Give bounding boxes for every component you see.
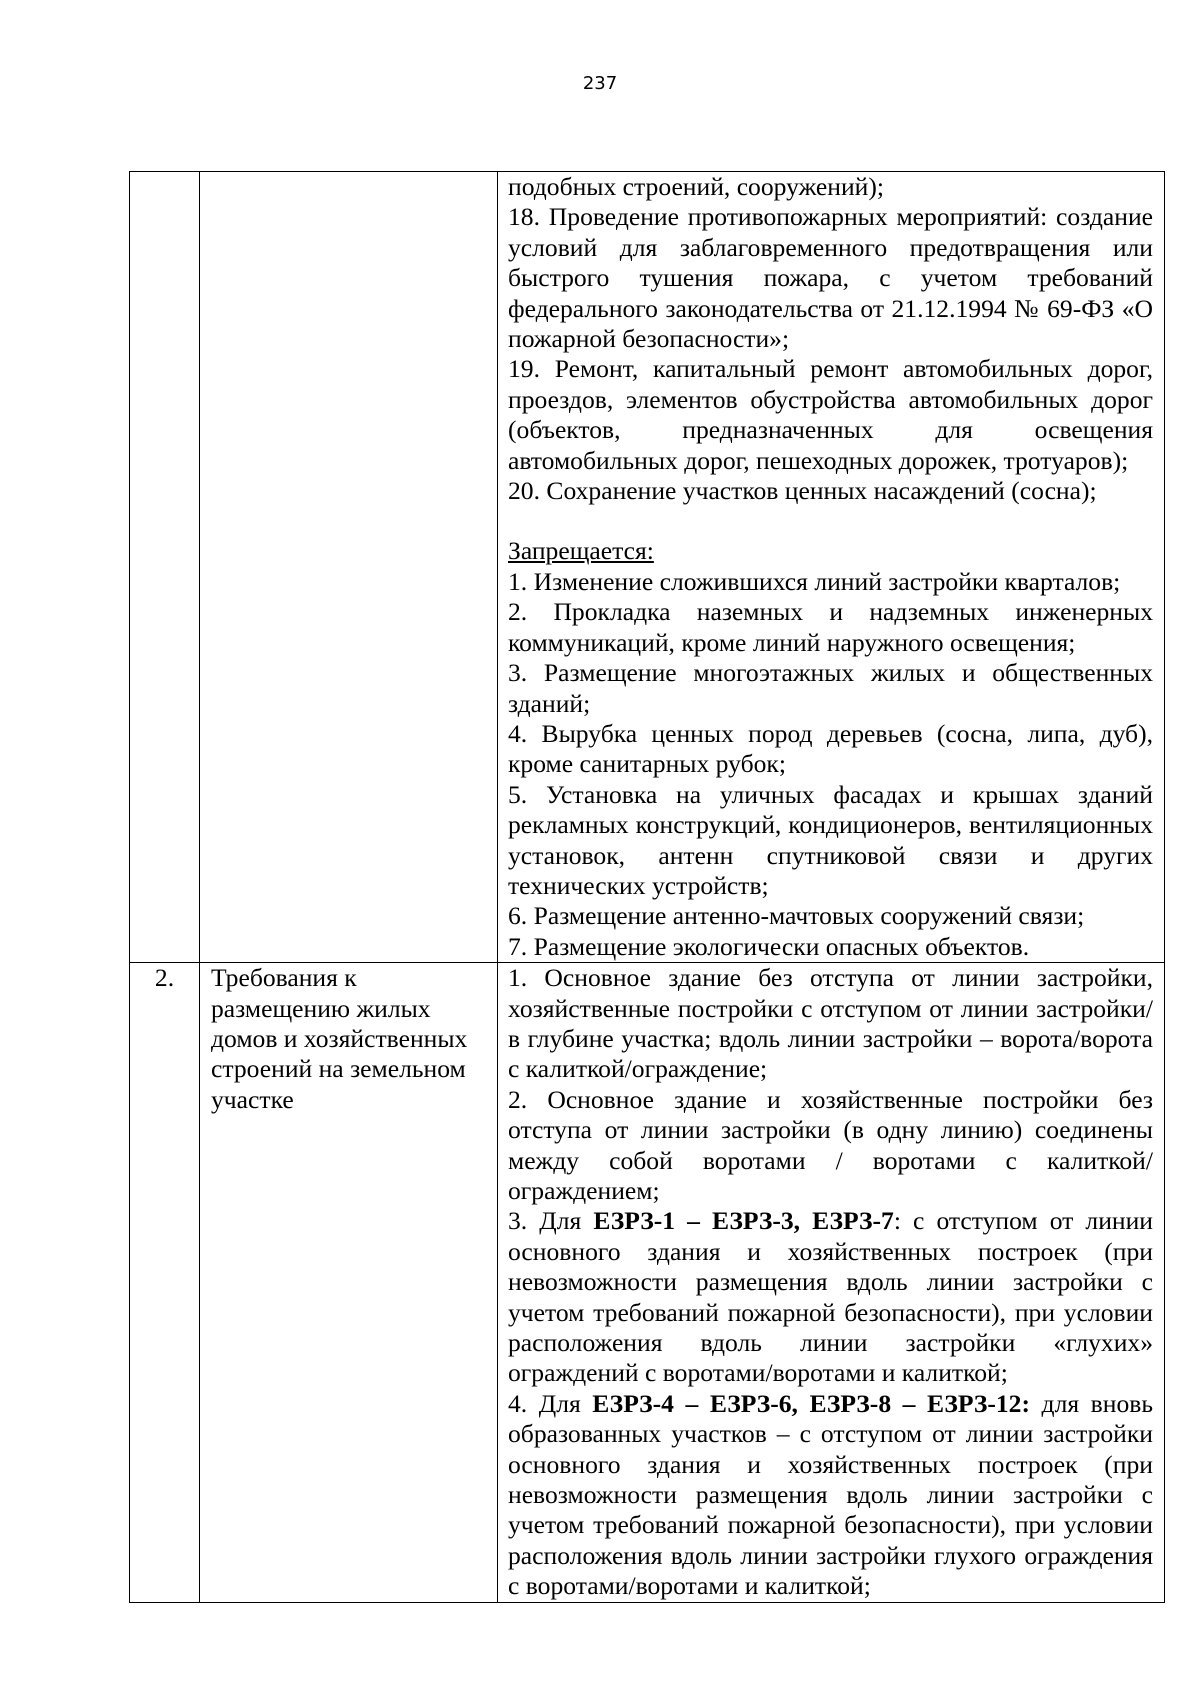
list-item: 1. Основное здание без отступа от линии застройки, хозяйственные постройки с отступом от линии застройки/в глубине участка; вдоль линии застройки – ворота/ворота с калиткой/ограждение;	[508, 963, 1153, 1084]
zone-codes: ЕЗРЗ-4 – ЕЗРЗ-6, ЕЗРЗ-8 – ЕЗРЗ-12:	[592, 1388, 1031, 1418]
item-prefix: 4. Для	[508, 1388, 593, 1418]
table-row	[130, 172, 1165, 963]
list-item	[508, 1389, 1153, 1602]
list-item: 2. Основное здание и хозяйственные постройки без отступа от линии застройки (в одну линию) соединены между собой воротами / воротами с калиткой/ограждением;	[508, 1084, 1153, 1205]
list-item: 5. Установка на уличных фасадах и крышах зданий рекламных конструкций, кондиционеров, вентиляционных установок, антенн спутниковой связи и других технических устройств;	[508, 779, 1153, 900]
page-number: 237	[582, 73, 618, 94]
paragraph: подобных строений, сооружений);	[508, 172, 884, 201]
row-number-cell	[130, 172, 200, 963]
list-item: 4. Вырубка ценных пород деревьев (сосна, липа, дуб), кроме санитарных рубок;	[508, 718, 1153, 779]
list-item: 6. Размещение антенно-мачтовых сооружений связи;	[508, 901, 1085, 931]
paragraph: 18. Проведение противопожарных мероприятий: создание условий для заблаговременного предотвращения или быстрого тушения пожара, с учетом требований федерального законодательства от 21.12.1994 № 69-ФЗ «О пожарной безопасности»;	[508, 202, 1153, 354]
list-item: 3. Размещение многоэтажных жилых и общественных зданий;	[508, 658, 1153, 718]
prohibited-heading: Запрещается:	[508, 536, 654, 566]
item-text: : с отступом от линии основного здания и хозяйственных построек (при невозможности размещения вдоль линии застройки с учетом требований пожарной безопасности), при условии расположения вдоль линии застройки «глухих» ограждений с воротами/воротами и калиткой;	[508, 1206, 1153, 1388]
item-text: для вновь образованных участков – с отступом от линии застройки основного здания и хозяйственных построек (при невозможности размещения вдоль линии застройки с учетом требований пожарной безопасности), при условии расположения вдоль линии застройки глухого ограждения с воротами/воротами и калиткой;	[508, 1388, 1154, 1601]
list-item: 2. Прокладка наземных и надземных инженерных коммуникаций, кроме линий наружного освещения;	[508, 597, 1153, 657]
list-item: 1. Изменение сложившихся линий застройки кварталов;	[508, 566, 1121, 596]
list-item	[508, 1206, 1153, 1388]
row-title-cell	[200, 172, 498, 963]
paragraph: 20. Сохранение участков ценных насаждений (сосна);	[508, 476, 1097, 506]
row-title-cell: Требования к размещению жилых домов и хозяйственных строений на земельном участке	[200, 963, 498, 1603]
row-content-cell	[498, 172, 1165, 963]
list-item: 7. Размещение экологически опасных объектов.	[508, 931, 1030, 961]
paragraph: 19. Ремонт, капитальный ремонт автомобильных дорог, проездов, элементов обустройства автомобильных дорог (объектов, предназначенных для освещения автомобильных дорог, пешеходных дорожек, тротуаров);	[508, 354, 1153, 475]
spacer	[508, 506, 1153, 536]
item-prefix: 3. Для	[508, 1206, 594, 1236]
row-content-cell	[498, 963, 1165, 1603]
table-row	[130, 963, 1165, 1603]
row-number-cell: 2.	[130, 963, 200, 1603]
zone-codes: ЕЗРЗ-1 – ЕЗРЗ-3, ЕЗРЗ-7	[593, 1206, 894, 1236]
regulations-table	[129, 171, 1165, 1603]
